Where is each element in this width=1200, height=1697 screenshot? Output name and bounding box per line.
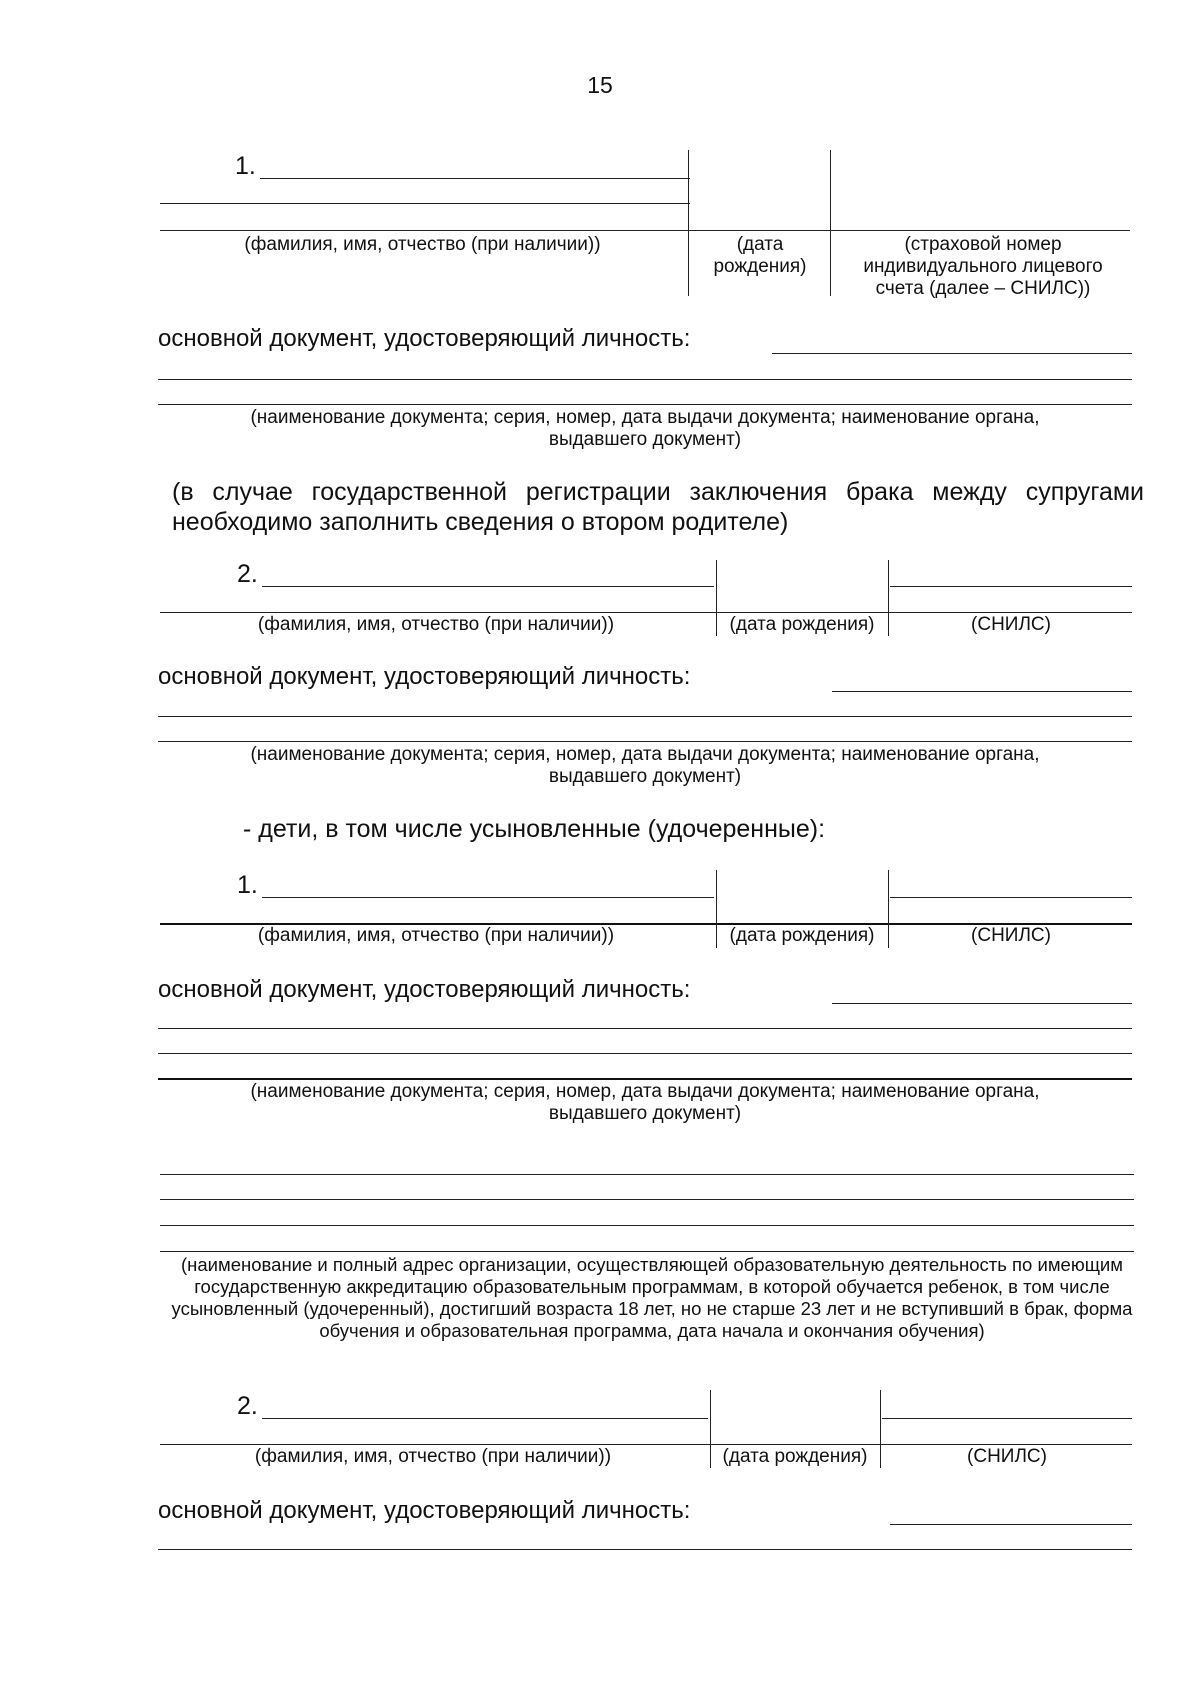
- child2-table-bottom-line: [160, 1444, 1132, 1445]
- parent2-name-caption: (фамилия, имя, отчество (при наличии)): [257, 614, 615, 635]
- education-line-3[interactable]: [160, 1225, 1134, 1226]
- marriage-note: (в случае государственной регистрации заключения брака между супругами необходимо заполнить сведения о втором родителе): [172, 478, 1144, 536]
- child1-doc-caption: (наименование документа; серия, номер, дата выдачи документа; наименование органа, выдавшего документ): [250, 1081, 1040, 1124]
- child1-doc-label: основной документ, удостоверяющий личность:: [158, 976, 691, 1003]
- child2-doc-line-2[interactable]: [158, 1549, 1132, 1550]
- parent2-name-line-1[interactable]: [262, 586, 714, 587]
- parent1-dob-caption: (дата рождения): [713, 234, 807, 277]
- parent2-divider-1: [716, 560, 717, 636]
- parent1-divider-1: [688, 150, 689, 296]
- parent2-doc-caption: (наименование документа; серия, номер, дата выдачи документа; наименование органа, выдавшего документ): [250, 744, 1040, 787]
- child2-doc-line-1[interactable]: [890, 1524, 1132, 1525]
- parent1-doc-line-1[interactable]: [772, 353, 1132, 354]
- child1-doc-line-3[interactable]: [158, 1053, 1132, 1054]
- child1-doc-line-1[interactable]: [832, 1003, 1132, 1004]
- parent1-snils-caption: (страховой номер индивидуального лицевого счета (далее – СНИЛС)): [863, 234, 1103, 299]
- page-number: 15: [587, 72, 613, 98]
- parent2-table-bottom-line: [160, 612, 1132, 613]
- education-line-1[interactable]: [160, 1174, 1134, 1175]
- child2-snils-line[interactable]: [882, 1418, 1132, 1419]
- child1-dob-caption: (дата рождения): [729, 925, 875, 946]
- parent1-divider-2: [830, 150, 831, 296]
- child1-name-caption: (фамилия, имя, отчество (при наличии)): [257, 925, 615, 946]
- parent1-name-caption: (фамилия, имя, отчество (при наличии)): [244, 234, 601, 255]
- education-line-2[interactable]: [160, 1199, 1134, 1200]
- child2-name-caption: (фамилия, имя, отчество (при наличии)): [254, 1446, 612, 1467]
- parent1-table-bottom-line: [160, 230, 1130, 231]
- parent2-number: 2.: [237, 560, 258, 588]
- child2-snils-caption: (СНИЛС): [967, 1446, 1047, 1467]
- parent1-name-line-1[interactable]: [260, 178, 690, 179]
- child1-doc-line-2[interactable]: [158, 1028, 1132, 1029]
- child1-doc-line-4[interactable]: [158, 1078, 1132, 1080]
- parent1-name-line-2[interactable]: [160, 203, 690, 204]
- parent1-doc-label: основной документ, удостоверяющий личность:: [158, 325, 691, 352]
- child2-divider-2: [880, 1390, 881, 1468]
- child1-snils-caption: (СНИЛС): [971, 925, 1051, 946]
- parent2-doc-line-3[interactable]: [158, 741, 1132, 742]
- child2-divider-1: [710, 1390, 711, 1468]
- parent2-doc-line-2[interactable]: [158, 716, 1132, 717]
- education-caption: (наименование и полный адрес организации, осуществляющей образовательную деятельность по имеющим государственную аккредитацию образовательным программам, в которой обучается ребенок, в том числе усыновленный (удочеренный), достигший возраста 18 лет, но не старше 23 лет и не вступивший в брак, форма обучения и образовательная программа, дата начала и окончания обучения): [171, 1254, 1133, 1341]
- education-line-4[interactable]: [160, 1251, 1134, 1252]
- child1-snils-line[interactable]: [890, 897, 1132, 898]
- child1-number: 1.: [237, 871, 258, 899]
- parent2-doc-label: основной документ, удостоверяющий личность:: [158, 663, 691, 690]
- child1-divider-2: [888, 870, 889, 948]
- parent2-snils-line[interactable]: [890, 586, 1132, 587]
- parent2-divider-2: [888, 560, 889, 636]
- parent2-dob-caption: (дата рождения): [729, 614, 875, 635]
- children-heading: - дети, в том числе усыновленные (удочеренные):: [243, 815, 826, 843]
- child2-number: 2.: [237, 1392, 258, 1420]
- child2-name-line-1[interactable]: [262, 1418, 708, 1419]
- parent2-snils-caption: (СНИЛС): [971, 614, 1051, 635]
- child2-dob-caption: (дата рождения): [722, 1446, 868, 1467]
- parent1-doc-line-3[interactable]: [158, 404, 1132, 405]
- parent1-doc-caption: (наименование документа; серия, номер, дата выдачи документа; наименование органа, выдавшего документ): [250, 407, 1040, 450]
- parent1-doc-line-2[interactable]: [158, 379, 1132, 380]
- child1-name-line-1[interactable]: [262, 897, 714, 898]
- parent1-number: 1.: [235, 152, 256, 180]
- child1-divider-1: [716, 870, 717, 948]
- parent2-doc-line-1[interactable]: [832, 691, 1132, 692]
- child2-doc-label: основной документ, удостоверяющий личность:: [158, 1497, 691, 1524]
